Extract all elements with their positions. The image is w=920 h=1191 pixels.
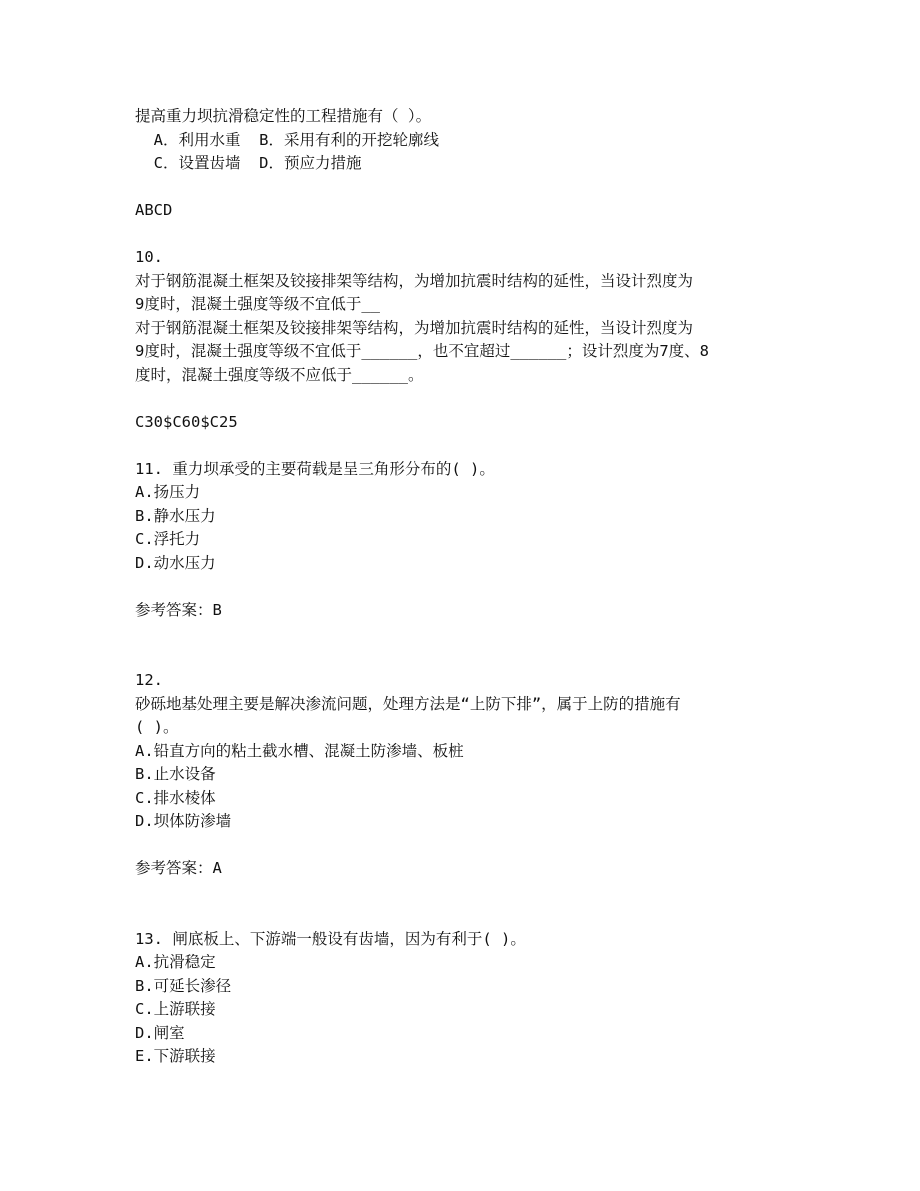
q11-option-b: B.静水压力: [135, 506, 216, 525]
spacer: [135, 881, 795, 928]
q12-number: 12.: [135, 671, 163, 689]
q11-option-c: C.浮托力: [135, 530, 201, 548]
q10-stem-line-3: 对于钢筋混凝土框架及铰接排架等结构，为增加抗震时结构的延性，当设计烈度为: [135, 318, 694, 337]
q11-answer: 参考答案：B: [135, 600, 222, 619]
spacer: [135, 387, 795, 411]
q11-option-a: A.扬压力: [135, 483, 201, 501]
q10-stem-line-5: 度时，混凝土强度等级不应低于______。: [135, 365, 424, 384]
spacer: [135, 575, 795, 599]
q12-option-d: D.坝体防渗墙: [135, 812, 232, 830]
q12-stem-line-2: ( )。: [135, 718, 179, 736]
spacer: [135, 176, 795, 200]
q10-stem-line-2: 9度时，混凝土强度等级不宜低于__: [135, 295, 380, 313]
q12-option-a: A.铅直方向的粘土截水槽、混凝土防渗墙、板桩: [135, 741, 464, 760]
q12-stem-line-1: 砂砾地基处理主要是解决渗流问题，处理方法是“上防下排”，属于上防的措施有: [135, 694, 681, 713]
q9-answer: ABCD: [135, 201, 173, 219]
spacer: [135, 834, 795, 858]
q11-option-d: D.动水压力: [135, 553, 216, 572]
q13-option-c: C.上游联接: [135, 1000, 216, 1018]
document-page: [135, 105, 795, 1069]
q12-option-b: B.止水设备: [135, 765, 216, 783]
q12-option-c: C.排水棱体: [135, 788, 216, 807]
q9-options-line-2: C．设置齿墙 D．预应力措施: [135, 154, 362, 172]
q12-answer: 参考答案：A: [135, 859, 222, 877]
spacer: [135, 223, 795, 247]
q13-option-d: D.闸室: [135, 1023, 185, 1042]
q13-option-e: E.下游联接: [135, 1047, 216, 1065]
q13-option-a: A.抗滑稳定: [135, 953, 216, 971]
q9-options-line-1: A．利用水重 B．采用有利的开挖轮廓线: [135, 130, 439, 149]
spacer: [135, 622, 795, 669]
q10-number: 10.: [135, 248, 163, 266]
spacer: [135, 434, 795, 458]
q10-stem-line-1: 对于钢筋混凝土框架及铰接排架等结构，为增加抗震时结构的延性，当设计烈度为: [135, 271, 694, 290]
q10-answer: C30$C60$C25: [135, 412, 238, 431]
q13-option-b: B.可延长渗径: [135, 976, 232, 995]
q13-stem: 13. 闸底板上、下游端一般设有齿墙，因为有利于( )。: [135, 929, 526, 948]
q10-stem-line-4: 9度时，混凝土强度等级不宜低于______，也不宜超过______；设计烈度为7度、8: [135, 342, 709, 360]
q9-stem: 提高重力坝抗滑稳定性的工程措施有（ ）。: [135, 107, 432, 125]
q11-stem: 11. 重力坝承受的主要荷载是呈三角形分布的( )。: [135, 459, 495, 478]
